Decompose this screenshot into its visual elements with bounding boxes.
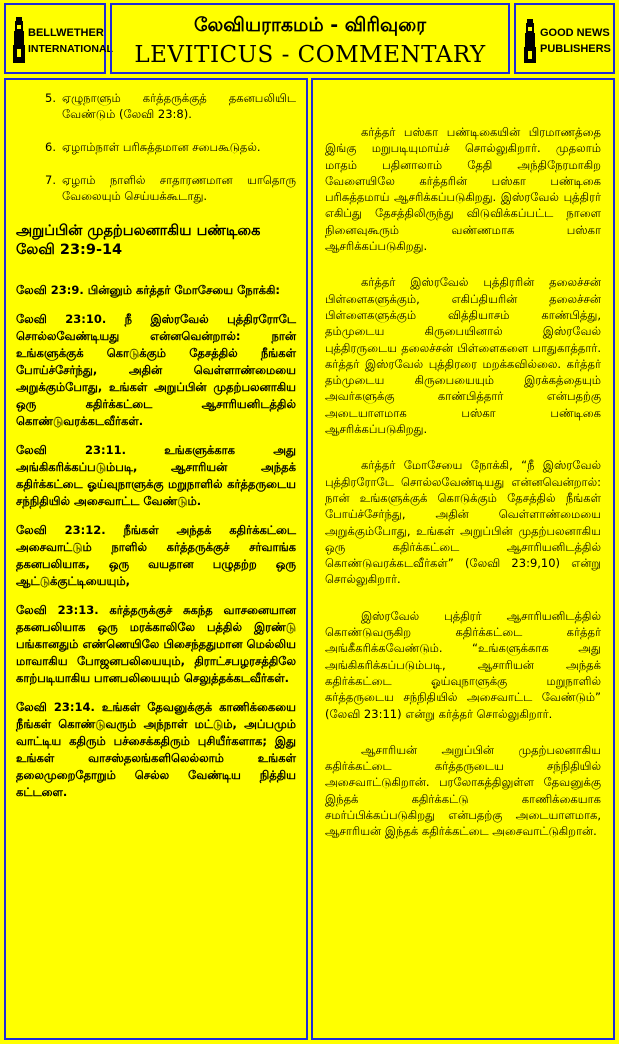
left-logo-box [4, 3, 113, 74]
right-logo-box [514, 3, 615, 74]
verse-paragraph: லேவி 23:11. உங்களுக்காக அது அங்கிகரிக்கப்படும்படி, ஆசாரியன் அந்தக் கதிர்க்கட்டை ஓய்வுநாளுக்கு மறுநாளில் கர்த்தருடைய சந்நிதியில் அசைவாட்ட வேண்டும். [16, 443, 296, 508]
verse-paragraph: லேவி 23:14. உங்கள் தேவனுக்குக் காணிக்கையை நீங்கள் கொண்டுவரும் அந்நாள் மட்டும், அப்பமும் வாட்டிய கதிரும் பச்சைக்கதிரும் புசியீர்களாக; இது உங்கள் வாசஸ்தலங்களிலெல்லாம் உங்கள் தலைமுறைதோறும் செல்ல வேண்டிய நித்திய கட்டளை. [16, 700, 296, 799]
page-title-tamil: லேவியராகமம் - விரிவுரை [193, 14, 427, 36]
bell-tower-icon [12, 17, 26, 65]
logo-line1: BELLWETHER [28, 27, 104, 39]
left-column [4, 78, 308, 1040]
list-number: 7. [45, 173, 56, 187]
section-heading-title: அறுப்பின் முதற்பலனாகிய பண்டிகை [16, 223, 261, 239]
good-news-logo [522, 17, 610, 65]
rules-list [16, 90, 296, 204]
commentary-text: இஸ்ரவேல் புத்திரர் ஆசாரியனிடத்தில் கொண்டுவருகிற கதிர்க்கட்டை கர்த்தர் அங்கீகரிக்கவேண்டும். “உங்களுக்காக அது அங்கிகரிக்கப்படும்படி, ஆசாரியன் அந்தக் கதிர்க்கட்டை ஓய்வுநாளுக்கு மறுநாளில் கர்த்தருடைய சந்நிதியில் அசைவாட்ட வேண்டும்” (லேவி 23:11) என்று கர்த்தர் சொல்லுகிறார். [325, 608, 601, 721]
commentary-text: கர்த்தர் மோசேயை நோக்கி, “நீ இஸ்ரவேல் புத்திரரோடே சொல்லவேண்டியது என்னவென்றால்: நான் உங்களுக்குக் கொடுக்கும் தேசத்தில் நீங்கள் போய்ச்சேர்ந்து, அதின் வெள்ளாண்மையை அறுக்கும்போது, உங்கள் அறுப்பின் முதற்பலனாகிய ஒரு கதிர்க்கட்டை ஆசாரியனிடத்தில் கொண்டுவரக்கடவீர்கள்” (லேவி 23:9,10) என்று சொல்லுகிறார். [325, 458, 601, 587]
section-heading [16, 222, 296, 260]
page-header [0, 0, 619, 76]
list-item [16, 90, 296, 122]
list-number: 5. [45, 91, 56, 105]
commentary-paragraph [325, 274, 601, 437]
commentary-text: கர்த்தர் இஸ்ரவேல் புத்திரரின் தலைச்சன் பிள்ளைகளுக்கும், எகிப்தியரின் தலைச்சன் பிள்ளைகளுக்கும் வித்தியாசம் காண்பித்து, தம்முடைய கிருபையினால் இஸ்ரவேல் புத்திரருடைய தலைச்சன் பிள்ளைகளை பாதுகாத்தார். கர்த்தர் இஸ்ரவேல் புத்திரரை மறக்கவில்லை. கர்த்தர் தம்முடைய கிருபையையும் இரக்கத்தையும் அவர்களுக்கு காண்பித்தார் என்பதற்கு அடையாளமாக பஸ்கா பண்டிகை ஆசரிக்கப்படுகிறது. [325, 275, 601, 437]
section-heading-ref: லேவி 23:9-14 [16, 242, 123, 258]
list-text: ஏழாம்நாள் பரிசுத்தமான சபைகூடுதல். [62, 140, 261, 154]
commentary-paragraph [325, 608, 601, 722]
right-column [311, 78, 615, 1040]
commentary-text: ஆசாரியன் அறுப்பின் முதற்பலனாகிய கதிர்க்கட்டை கர்த்தருடைய சந்நிதியில் அசைவாட்டுகிறான். பரலோகத்திலுள்ள தேவனுக்கு இந்தக் கதிர்க்கட்டு காணிக்கையாக சமர்ப்பிக்கப்படுகிறது என்பதற்கு அடையாளமாக, ஆசாரியன் இந்தக் கதிர்க்கட்டை அசைவாட்டுகிறான். [325, 742, 601, 839]
bell-tower-icon [522, 17, 538, 65]
logo-line1: GOOD NEWS [540, 27, 610, 39]
page-title-english: LEVITICUS - COMMENTARY [134, 42, 486, 68]
list-text: ஏழுநாளும் கர்த்தருக்குத் தகனபலியிட வேண்டும் (லேவி 23:8). [62, 91, 296, 121]
bellwether-logo [12, 17, 113, 65]
logo-line2: PUBLISHERS [540, 43, 611, 55]
list-item [16, 139, 296, 155]
list-text: ஏழாம் நாளில் சாதாரணமான யாதொரு வேலையும் செய்யக்கூடாது. [62, 173, 296, 203]
verse-paragraph: லேவி 23:13. கர்த்தருக்குச் சுகந்த வாசனையான தகனபலியாக ஒரு மரக்காலிலே பத்தில் இரண்டு பங்கானதும் எண்ணெயிலே பிசைந்ததுமான மெல்லிய மாவாகிய போஜனபலியையும், திராட்சபழரசத்திலே காற்படியாகிய பானபலியையும் செலுத்தக்கடவீர்கள். [16, 603, 296, 685]
commentary-paragraph [325, 457, 601, 587]
list-item [16, 172, 296, 204]
commentary-text: கர்த்தர் பஸ்கா பண்டிகையின் பிரமாணத்தை இங்கு மறுபடியுமாய்ச் சொல்லுகிறார். முதலாம் மாதம் பதினாலாம் தேதி அந்திநேரமாகிற வேளையிலே கர்த்தரின் பஸ்கா பண்டிகை பரிசுத்தமாய் ஆசரிக்கப்படுகிறது. இஸ்ரவேல் புத்திரர் எகிப்து தேசத்திலிருந்து விடுவிக்கப்பட்ட நாளை நினைவுகூரும் வண்ணமாக பஸ்கா ஆசரிக்கப்படுகிறது. [325, 125, 601, 254]
verse-paragraph: லேவி 23:10. நீ இஸ்ரவேல் புத்திரரோடே சொல்லவேண்டியது என்னவென்றால்: நான் உங்களுக்குக் கொடுக்கும் தேசத்தில் நீங்கள் போய்ச்சேர்ந்து, அதின் வெள்ளாண்மையை அறுக்கும்போது, உங்கள் அறுப்பின் முதற்பலனாகிய ஒரு கதிர்க்கட்டை ஆசாரியனிடத்தில் கொண்டுவரக்கடவீர்கள். [16, 312, 296, 428]
list-number: 6. [45, 140, 56, 154]
logo-line2: INTERNATIONAL [28, 43, 113, 55]
title-box [110, 3, 510, 74]
verse-paragraph: லேவி 23:12. நீங்கள் அந்தக் கதிர்க்கட்டை அசைவாட்டும் நாளில் கர்த்தருக்குச் சர்வாங்க தகனபலியாக, ஒரு வயதான பழுதற்ற ஒரு ஆட்டுக்குட்டியையும், [16, 523, 296, 588]
commentary-paragraph [325, 742, 601, 840]
verse-paragraph: லேவி 23:9. பின்னும் கர்த்தர் மோசேயை நோக்கி: [16, 283, 281, 297]
commentary-paragraph [325, 124, 601, 254]
